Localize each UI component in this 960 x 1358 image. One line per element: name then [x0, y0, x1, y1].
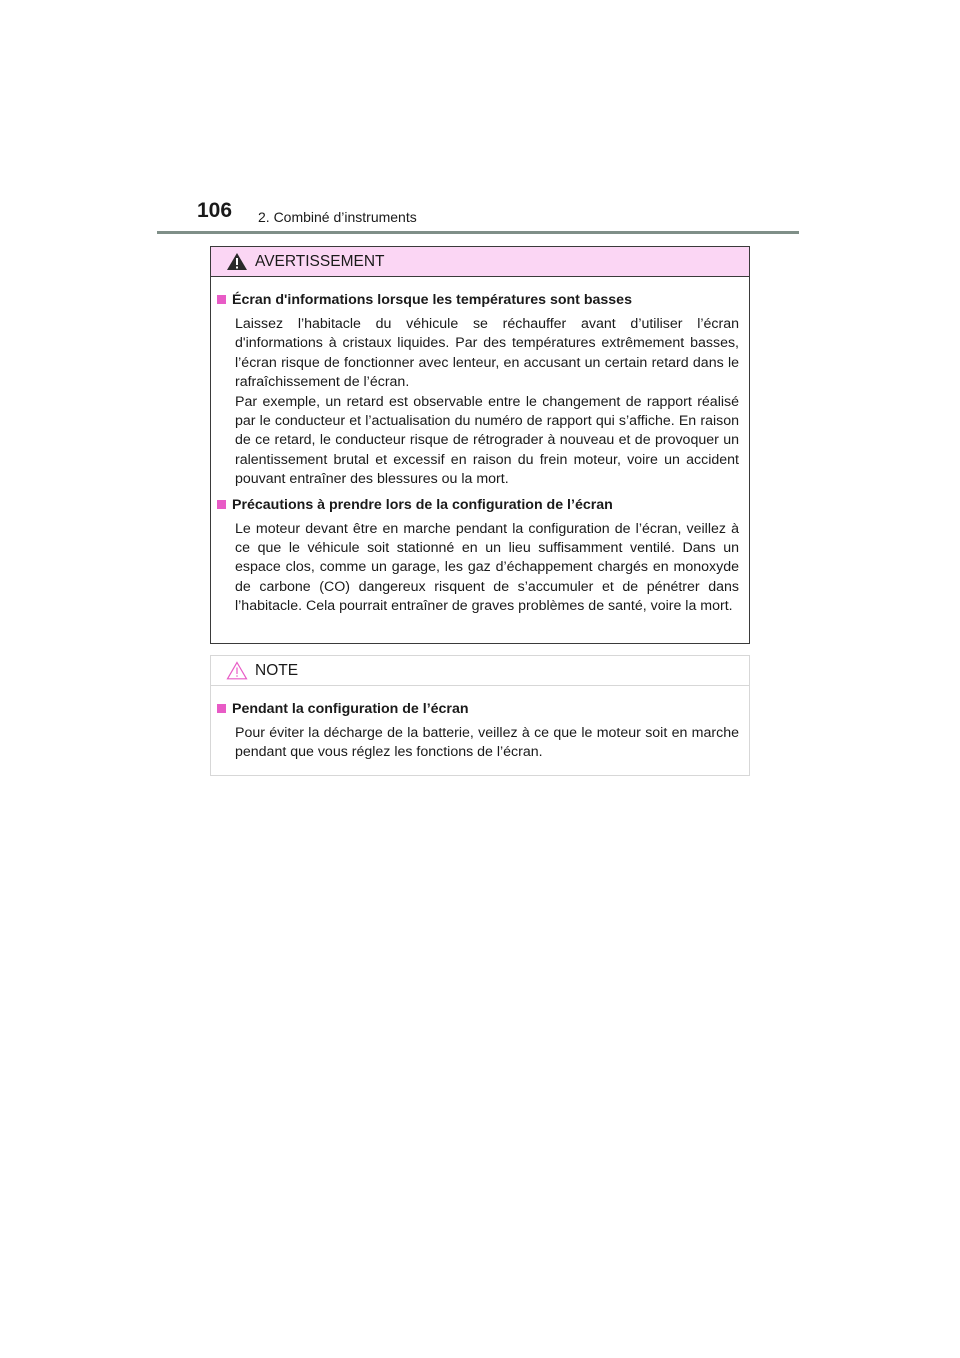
section-title: 2. Combiné d’instruments: [258, 209, 417, 225]
item-title-text: Pendant la configuration de l’écran: [232, 701, 469, 717]
note-label: NOTE: [255, 661, 299, 679]
caution-outline-icon: [226, 661, 248, 680]
item-title-text: Écran d'informations lorsque les températures sont basses: [232, 292, 632, 308]
note-box: [210, 655, 750, 776]
warning-item: [217, 496, 739, 617]
paragraph: Le moteur devant être en marche pendant la configuration de l’écran, veillez à ce que le véhicule soit stationné en un lieu suffisamment ventilé. Dans un espace clos, comme un garage, les gaz d’échappement chargés en monoxyde de carbone (CO) dangereux risquent de s’accumuler et de pénétrer dans l’habitacle. Cela pourrait entraîner de graves problèmes de santé, voire la mort.: [235, 520, 739, 615]
square-bullet-icon: [217, 704, 226, 713]
item-title: [217, 291, 739, 309]
note-item: [217, 700, 739, 763]
warning-item: [217, 291, 739, 490]
warning-triangle-icon: [226, 252, 248, 271]
item-title-text: Précautions à prendre lors de la configuration de l’écran: [232, 496, 613, 513]
item-title: [217, 496, 739, 514]
item-title: [217, 700, 739, 718]
square-bullet-icon: [217, 295, 226, 304]
warning-box: [210, 246, 750, 644]
note-header: [211, 656, 749, 686]
paragraph: Par exemple, un retard est observable entre le changement de rapport réalisé par le conducteur et l’actualisation du numéro de rapport qui s’affiche. En raison de ce retard, le conducteur risque de rétrograder à nouveau et de provoquer un ralentissement brutal et excessif en raison du frein moteur, voire un accident pouvant entraîner des blessures ou la mort.: [235, 393, 739, 488]
page-number: 106: [197, 199, 233, 222]
warning-body: [211, 277, 749, 617]
warning-label: AVERTISSEMENT: [255, 252, 385, 270]
warning-header: [211, 247, 749, 277]
square-bullet-icon: [217, 500, 226, 509]
paragraph: Pour éviter la décharge de la batterie, veillez à ce que le moteur soit en marche pendant que vous réglez les fonctions de l’écran.: [235, 725, 739, 761]
paragraph: Laissez l’habitacle du véhicule se réchauffer avant d’utiliser l’écran d'informations à cristaux liquides. Par des températures extrêmement basses, l’écran risque de fonctionner avec lenteur, en accusant un certain retard dans le rafraîchissement de l’écran.: [235, 316, 739, 391]
note-body: [211, 686, 749, 763]
header-rule: [157, 231, 799, 234]
